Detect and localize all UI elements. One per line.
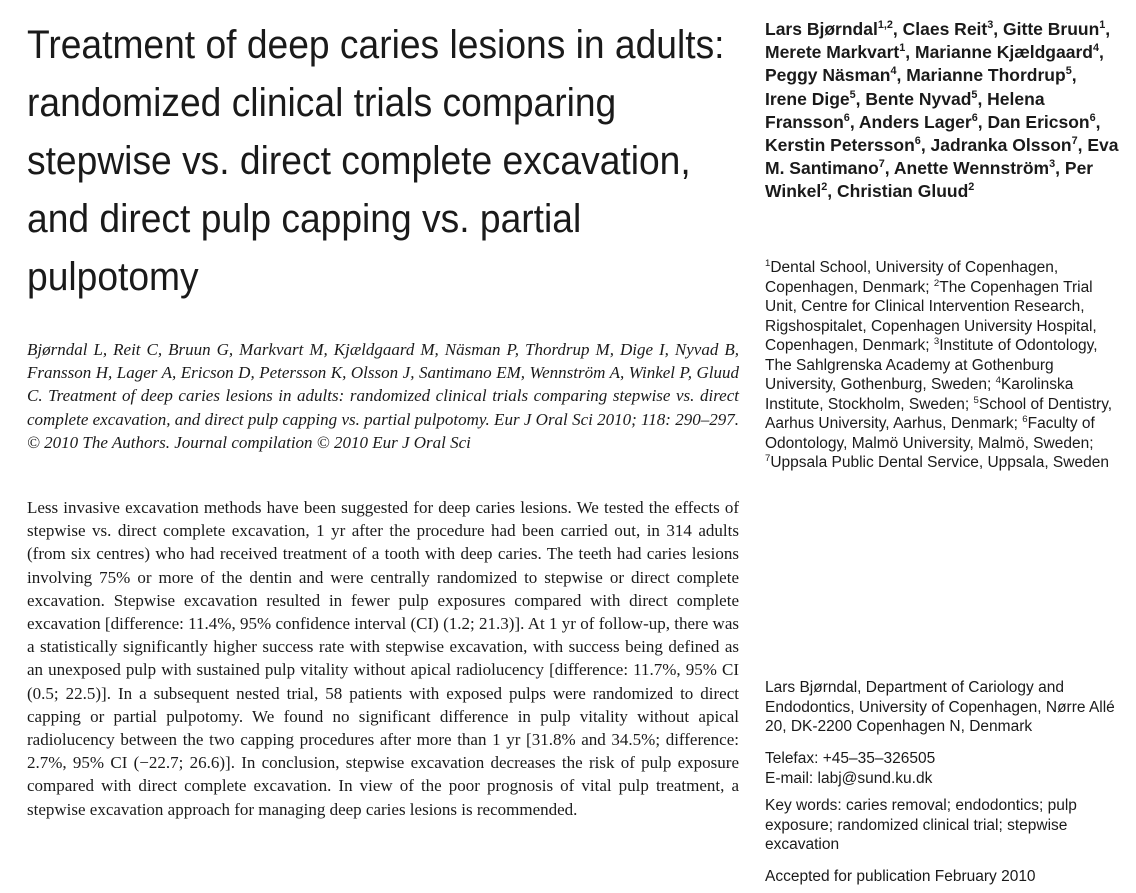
author-affiliation-mark: 3 [987, 19, 994, 32]
article-title: Treatment of deep caries lesions in adults: randomized clinical trials comparing stepwise vs. direct complete excavation, and direct pulp capping vs. partial pulpotomy [27, 23, 725, 299]
author-name: Kerstin Petersson [765, 135, 915, 156]
author-affiliation-mark: 2 [821, 181, 828, 194]
keywords: Key words: caries removal; endodontics; pulp exposure; randomized clinical trial; stepwise excavation [765, 797, 1077, 853]
affiliation-number: 7 [765, 452, 771, 464]
citation: Bjørndal L, Reit C, Bruun G, Markvart M, Kjældgaard M, Näsman P, Thordrup M, Dige I, Nyvad B, Fransson H, Lager A, Ericson D, Petersson K, Olsson J, Santimano EM, Wennström A, Winkel P, Gluud C. Treatment of deep caries lesions in adults: randomized clinical trials comparing stepwise vs. direct complete excavation, and direct pulp capping vs. partial pulpotomy. Eur J Oral Sci 2010; 118: 290–297. © 2010 The Authors. Journal compilation © 2010 Eur J Oral Sci [27, 340, 739, 452]
affiliation-text: School of Dentistry, Aarhus University, Aarhus, Denmark [765, 395, 1113, 432]
affiliation-number: 3 [933, 335, 940, 347]
author-affiliation-mark: 5 [849, 88, 856, 101]
author-affiliation-mark: 6 [914, 135, 921, 148]
affiliation-list: $^1$Dental School, University of Copenhagen, Copenhagen, Denmark; $^2$The Copenhagen Trial Unit, Centre for Clinical Intervention Research, Rigshospitalet, Copenhagen University Hospital, Copenhagen, Denmark; $^3$Institute of Odontology, The Sahlgrenska Academy at Gothenburg University, Gothenburg, Sweden; $^4$Karolinska Institute, Stockholm, Sweden; $^5$School of Dentistry, Aarhus University, Aarhus, Denmark; $^6$Faculty of Odontology, Malmö University, Malmö, Sweden; $^7$Uppsala Public Dental Service, Uppsala, Sweden [765, 257, 1113, 471]
author-affiliation-mark: 3 [1049, 158, 1056, 171]
author-name: Jadranka Olsson [930, 135, 1072, 156]
author-affiliation-mark: 5 [1065, 65, 1072, 78]
affiliation-text: Dental School, University of Copenhagen, Copenhagen, Denmark [765, 259, 1059, 296]
right-column [765, 12, 1123, 885]
telefax: Telefax: +45–35–326505 [765, 750, 936, 767]
affiliation-text: Institute of Odontology, The Sahlgrenska Academy at Gothenburg University, Gothenburg, Sweden [765, 337, 1098, 393]
author-name: Anette Wennström [893, 158, 1050, 179]
author-affiliation-mark: 1 [899, 42, 906, 55]
author-name: Christian Gluud [837, 181, 969, 202]
author-affiliation-mark: 4 [890, 65, 897, 78]
author-name: Helena Fransson [765, 88, 1045, 132]
author-name: Per Winkel [765, 158, 1094, 202]
author-name: Merete Markvart [765, 42, 900, 63]
author-name: Eva M. Santimano [765, 135, 1119, 179]
abstract: Less invasive excavation methods have been suggested for deep caries lesions. We tested the effects of stepwise vs. direct complete excavation, 1 yr after the procedure had been carried out, in 314 adults (from six centres) who had received treatment of a tooth with deep caries. The teeth had caries lesions involving 75% or more of the dentin and were centrally randomized to stepwise or direct complete excavation. Stepwise excavation resulted in fewer pulp exposures compared with direct complete excavation [difference: 11.4%, 95% confidence interval (CI) (1.2; 21.3)]. At 1 yr of follow-up, there was a statistically significantly higher success rate with stepwise excavation, with success being defined as an unexposed pulp with sustained pulp vitality without apical radiolucency [difference: 11.7%, 95% CI (0.5; 22.5)]. In a subsequent nested trial, 58 patients with exposed pulps were randomized to direct capping or partial pulpotomy. We found no significant difference in pulp vitality without apical radiolucency between the two capping procedures after more than 1 yr [31.8% and 34.5%; difference: 2.7%, 95% CI (−22.7; 26.6)]. In conclusion, stepwise excavation decreases the risk of pulp exposure compared with direct complete excavation. In view of the poor prognosis of vital pulp treatment, a stepwise excavation approach for managing deep caries lesions is recommended. [27, 498, 739, 819]
affiliation-text: The Copenhagen Trial Unit, Centre for Clinical Intervention Research, Rigshospitalet, Copenhagen University Hospital, Copenhagen, Denmark [765, 278, 1097, 354]
affiliation-number: 4 [995, 374, 1001, 386]
author-affiliation-mark: 6 [971, 111, 978, 124]
affiliation-number: 6 [1022, 413, 1028, 425]
correspondence-address: Lars Bjørndal, Department of Cariology and Endodontics, University of Copenhagen, Nørre Allé 20, DK-2200 Copenhagen N, Denmark [765, 679, 1115, 735]
author-name: Gitte Bruun [1003, 19, 1100, 39]
affiliation-number: 2 [933, 277, 940, 289]
author-affiliation-mark: 5 [971, 88, 978, 101]
email: E-mail: labj@sund.ku.dk [765, 769, 933, 787]
author-affiliation-mark: 7 [878, 158, 885, 171]
author-affiliation-mark: 6 [1089, 111, 1096, 124]
affiliation-text: Uppsala Public Dental Service, Uppsala, Sweden [770, 454, 1109, 471]
author-name: Peggy Näsman [765, 65, 891, 86]
author-affiliation-mark: 4 [1092, 42, 1099, 55]
author-affiliation-mark: 2 [968, 181, 975, 194]
left-column [27, 12, 739, 819]
author-name: Marianne Thordrup [906, 65, 1066, 86]
contact-info [765, 749, 1123, 788]
affiliation-number: 1 [765, 257, 771, 269]
author-affiliation-mark: 6 [843, 111, 850, 124]
author-name: Irene Dige [765, 88, 850, 109]
affiliation-text: Karolinska Institute, Stockholm, Sweden [765, 376, 1074, 413]
author-affiliation-mark: 1,2 [877, 19, 893, 32]
author-affiliation-mark: 1 [1099, 19, 1106, 32]
affiliation-text: Faculty of Odontology, Malmö University, Malmö, Sweden [765, 415, 1095, 452]
author-name: Marianne Kjældgaard [915, 42, 1093, 63]
accepted-date: Accepted for publication February 2010 [765, 868, 1036, 885]
author-affiliation-mark: 7 [1071, 135, 1078, 148]
author-name: Dan Ericson [987, 111, 1090, 132]
author-name: Lars Bjørndal [765, 19, 878, 39]
author-name: Claes Reit [902, 19, 988, 39]
author-name: Anders Lager [858, 111, 972, 132]
affiliation-number: 5 [973, 394, 979, 406]
author-name: Bente Nyvad [865, 88, 972, 109]
author-list: Lars Bjørndal$^{1,2}$, Claes Reit$^3$, Gitte Bruun$^1$, Merete Markvart$^1$, Marianne Kjældgaard$^4$, Peggy Näsman$^4$, Marianne Thordrup$^5$, Irene Dige$^5$, Bente Nyvad$^5$, Helena Fransson$^6$, Anders Lager$^6$, Dan Ericson$^6$, Kerstin Petersson$^6$, Jadranka Olsson$^7$, Eva M. Santimano$^7$, Anette Wennström$^3$, Per Winkel$^2$, Christian Gluud$^2$ [765, 19, 1119, 202]
